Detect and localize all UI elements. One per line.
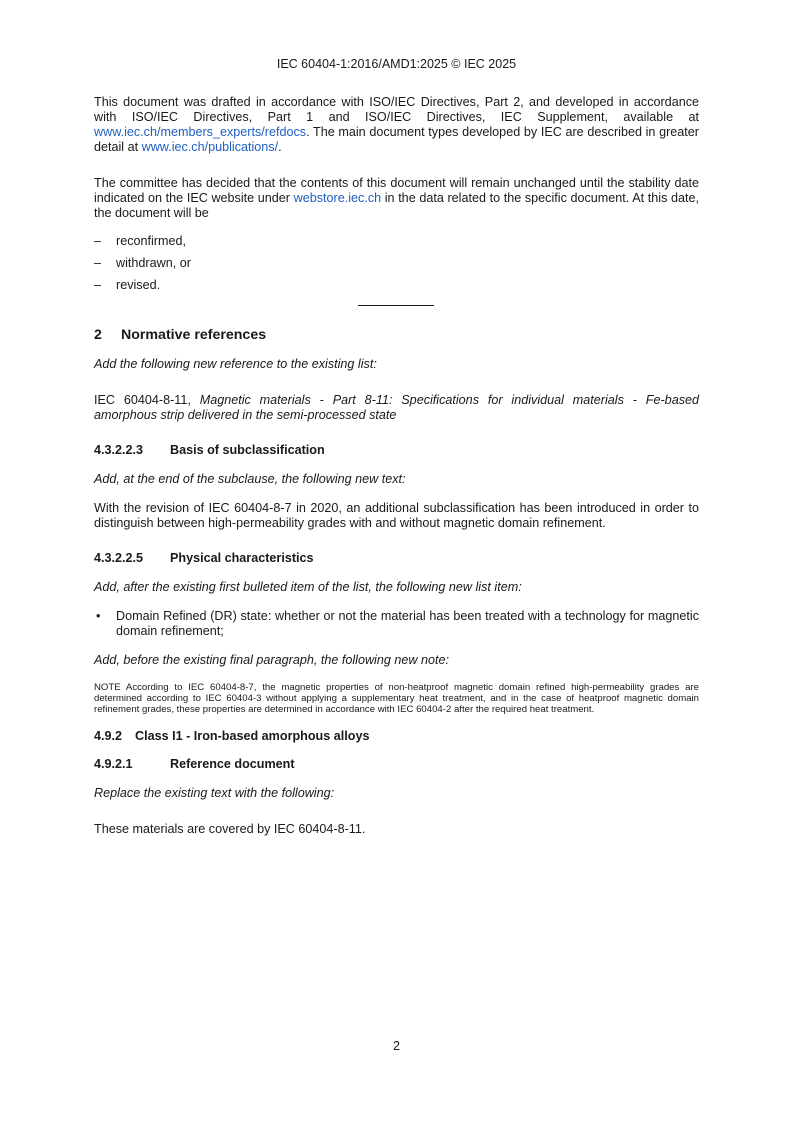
intro-paragraph-1 [94, 95, 699, 155]
intro-paragraph-2 [94, 176, 699, 221]
page-number: 2 [392, 1039, 400, 1053]
publications-link[interactable]: www.iec.ch/publications/ [141, 140, 279, 154]
list-item-text: reconfirmed, [116, 234, 186, 248]
intro-text: The committee has decided that the contents of this document will remain unchanged until the stability date indicated on the IEC website under [94, 176, 699, 205]
list-item [94, 234, 699, 256]
page-header: IEC 60404-1:2016/AMD1:2025 © IEC 2025 [276, 57, 517, 71]
section-number: 2 [94, 327, 102, 343]
bullet-list-item [94, 609, 699, 639]
subclause-43225-heading [94, 551, 699, 566]
webstore-link[interactable]: webstore.iec.ch [293, 191, 382, 205]
subclause-492-heading [94, 729, 699, 744]
list-item [94, 278, 699, 300]
document-body [94, 95, 699, 837]
list-item [94, 256, 699, 278]
intro-text: This document was drafted in accordance with ISO/IEC Directives, Part 2, and developed in accordance with ISO/IEC Directives, Part 1 and ISO/IEC Directives, IEC Supplement, available at [94, 95, 699, 124]
intro-text: . The main document types developed by IEC are described in greater detail at [94, 125, 699, 154]
refdocs-link[interactable]: www.iec.ch/members_experts/refdocs [94, 125, 307, 139]
reference-title: Magnetic materials - Part 8-11: Specifications for individual materials - Fe-based amorphous strip delivered in the semi-processed state [94, 393, 699, 422]
subclause-title: Reference document [170, 756, 295, 771]
intro-text: in the data related to the specific document. At this date, the document will be [94, 191, 700, 220]
bullet-text: Domain Refined (DR) state: whether or not the material has been treated with a technology for magnetic domain refinement; [116, 609, 699, 638]
subclause-number: 4.3.2.2.5 [94, 551, 144, 565]
section-title: Normative references [121, 327, 267, 343]
instruction-text: Replace the existing text with the following: [94, 785, 335, 800]
list-item-text: revised. [116, 278, 161, 292]
instruction-text: Add, before the existing final paragraph, the following new note: [94, 653, 449, 667]
instruction-text: Add, after the existing first bulleted item of the list, the following new list item: [94, 580, 522, 594]
reference-document-text: These materials are covered by IEC 60404-8-11. [94, 821, 366, 836]
subclause-number: 4.3.2.2.3 [94, 443, 144, 457]
instruction-text: Add the following new reference to the existing list: [94, 357, 377, 371]
dash-marker: – [94, 234, 102, 248]
dash-marker: – [94, 278, 102, 292]
instruction-text: Add, at the end of the subclause, the following new text: [94, 472, 406, 486]
subclause-number: 4.9.2.1 [94, 756, 133, 771]
section-2-heading [94, 328, 699, 343]
normative-reference [94, 393, 699, 423]
subclause-title: Physical characteristics [170, 551, 314, 565]
note-text: NOTE According to IEC 60404-8-7, the magnetic properties of non-heatproof magnetic domain refined high-permeability grades are determined according to IEC 60404-3 without applying a supplementary heat treatment, and in the case of heatproof magnetic domain refinement grades, these properties are determined in accordance with IEC 60404-2 after the required heat treatment. [94, 682, 699, 716]
status-list [94, 234, 699, 300]
subclause-43223-heading [94, 443, 699, 458]
bullet-marker: • [96, 609, 101, 623]
subclause-title: Class I1 - Iron-based amorphous alloys [135, 728, 370, 743]
list-item-text: withdrawn, or [116, 256, 191, 270]
intro-text: . [278, 140, 282, 154]
subclassification-text: With the revision of IEC 60404-8-7 in 2020, an additional subclassification has been introduced in order to distinguish between high-permeability grades with and without magnetic domain refinement. [94, 501, 699, 530]
reference-id: IEC 60404-8-11, [94, 393, 200, 407]
dash-marker: – [94, 256, 102, 270]
subclause-title: Basis of subclassification [170, 443, 325, 457]
subclause-4921-heading [94, 757, 699, 772]
separator-line [358, 305, 434, 306]
subclause-number: 4.9.2 [94, 728, 123, 743]
